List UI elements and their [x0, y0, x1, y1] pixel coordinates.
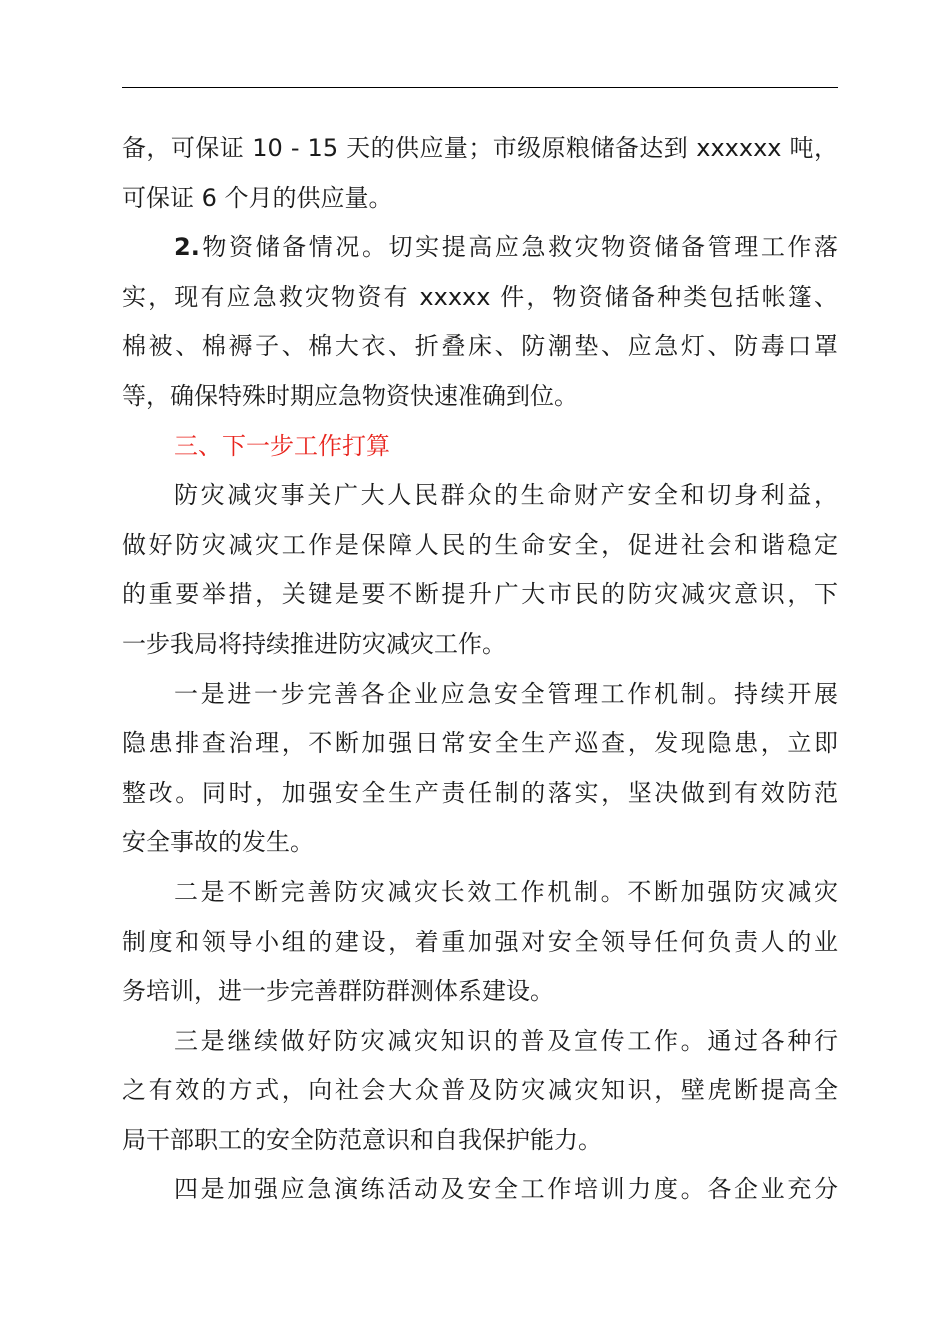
body-line: 制度和领导小组的建设，着重加强对安全领导任何负责人的业: [122, 927, 838, 956]
paragraph-start-line: 一是进一步完善各企业应急安全管理工作机制。持续开展: [174, 679, 838, 708]
paragraph-start-line: [122, 223, 838, 273]
body-line: 隐患排查治理，不断加强日常安全生产巡查，发现隐患，立即: [122, 729, 838, 758]
body-line: 做好防灾减灾工作是保障人民的生命安全，促进社会和谐稳定: [122, 530, 838, 559]
document-body: [122, 124, 838, 1215]
body-line: 可保证 6 个月的供应量。: [122, 183, 393, 212]
body-line: 务培训，进一步完善群防群测体系建设。: [122, 977, 554, 1006]
body-line: 棉被、棉褥子、棉大衣、折叠床、防潮垫、应急灯、防毒口罩: [122, 332, 838, 361]
body-line: 等，确保特殊时期应急物资快速准确到位。: [122, 381, 578, 410]
body-line: 之有效的方式，向社会大众普及防灾减灾知识，壁虎断提高全: [122, 1076, 838, 1105]
body-line: 的重要举措，关键是要不断提升广大市民的防灾减灾意识，下: [122, 580, 838, 609]
paragraph-start-line: 二是不断完善防灾减灾长效工作机制。不断加强防灾减灾: [174, 877, 838, 906]
body-line: 实，现有应急救灾物资有 xxxxx 件，物资储备种类包括帐篷、: [122, 282, 838, 311]
body-line: 整改。同时，加强安全生产责任制的落实，坚决做到有效防范: [122, 778, 838, 807]
body-line: 一步我局将持续推进防灾减灾工作。: [122, 629, 506, 658]
header-rule: [122, 87, 838, 88]
paragraph-start-line: 四是加强应急演练活动及安全工作培训力度。各企业充分: [174, 1175, 838, 1204]
paragraph-start-line: 防灾减灾事关广大人民群众的生命财产安全和切身利益，: [174, 481, 838, 510]
body-line: 局干部职工的安全防范意识和自我保护能力。: [122, 1125, 602, 1154]
section-heading: 三、下一步工作打算: [174, 431, 390, 460]
body-line: 备，可保证 10 - 15 天的供应量；市级原粮储备达到 xxxxxx 吨，: [122, 134, 838, 162]
paragraph-start-line: 三是继续做好防灾减灾知识的普及宣传工作。通过各种行: [174, 1026, 838, 1055]
paragraph-text: 物资储备情况。切实提高应急救灾物资储备管理工作落: [199, 233, 838, 262]
body-line: 安全事故的发生。: [122, 828, 314, 857]
item-number: 2.: [174, 233, 200, 262]
